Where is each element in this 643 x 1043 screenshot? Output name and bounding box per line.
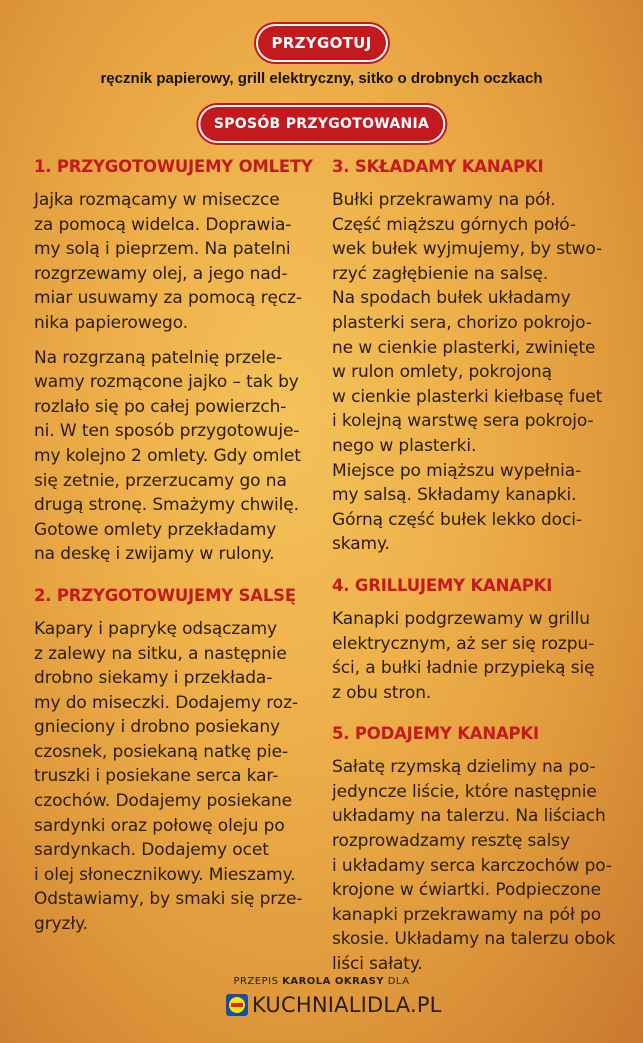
text-line: za pomocą widelca. Doprawia- — [34, 214, 292, 235]
text-line: Górną część bułek lekko doci- — [332, 509, 582, 530]
text-line: czosnek, posiekaną natkę pie- — [34, 741, 288, 762]
text-line: nego w plasterki. — [332, 435, 477, 456]
right-column — [332, 152, 622, 991]
text-line: skosie. Układamy na talerzu obok — [332, 929, 616, 950]
text-line: z obu stron. — [332, 682, 432, 703]
text-line: Na spodach bułek układamy — [332, 288, 571, 309]
step-paragraph — [332, 188, 622, 557]
text-line: my kolejno 2 omlety. Gdy omlet — [34, 445, 301, 466]
text-line: ne w cienkie plasterki, zwinięte — [332, 337, 596, 358]
text-line: drugą stronę. Smażymy chwilę. — [34, 495, 299, 516]
step-title: 4. GRILLUJEMY KANAPKI — [332, 575, 553, 595]
text-line: w rulon omlety, pokrojoną — [332, 362, 552, 383]
text-line: truszki i posiekane serca kar- — [34, 766, 279, 787]
text-line: liści sałaty. — [332, 954, 423, 975]
text-line: rozgrzewamy olej, a jego nad- — [34, 263, 288, 284]
text-line: Kanapki podgrzewamy w grillu — [332, 608, 590, 629]
step-title: 3. SKŁADAMY KANAPKI — [332, 157, 544, 176]
left-column — [34, 152, 324, 951]
step-title: 1. PRZYGOTOWUJEMY OMLETY — [34, 157, 313, 176]
step-section — [332, 719, 622, 976]
text-line: nika papierowego. — [34, 312, 189, 333]
text-line: Odstawiamy, by smaki się prze- — [34, 889, 303, 910]
text-line: się zetnie, przerzucamy go na — [34, 470, 287, 491]
step-section — [332, 571, 622, 705]
credit-suffix: DLA — [387, 976, 410, 987]
text-line: Bułki przekrawamy na pół. — [332, 190, 556, 210]
text-line: skamy. — [332, 534, 390, 555]
text-line: kanapki przekrawamy na pół po — [332, 904, 601, 925]
text-line: Część miąższu górnych połó- — [332, 214, 576, 235]
text-line: i kolejną warstwę sera pokrojo- — [332, 411, 594, 432]
step-section — [34, 152, 324, 567]
step-title: 5. PODAJEMY KANAPKI — [332, 724, 539, 744]
text-line: my salsą. Składamy kanapki. — [332, 485, 577, 506]
site-url[interactable]: KUCHNIALIDLA.PL — [252, 993, 442, 1017]
method-badge: SPOSÓB PRZYGOTOWANIA — [198, 105, 445, 143]
text-line: elektrycznym, aż ser się rozpu- — [332, 633, 595, 654]
text-line: sardynki oraz połowę oleju po — [34, 815, 285, 836]
text-line: z zalewy na sitku, a następnie — [34, 643, 287, 664]
text-line: Na rozgrzaną patelnię przele- — [34, 347, 283, 368]
step-paragraph — [332, 607, 622, 705]
step-section — [332, 152, 622, 557]
credit-author: KAROLA OKRASY — [282, 976, 385, 987]
text-line: układamy na talerzu. Na liściach — [332, 806, 606, 827]
text-line: rzyć zagłębienie na salsę. — [332, 263, 549, 284]
text-line: my solą i pieprzem. Na patelni — [34, 239, 291, 260]
step-paragraph — [34, 346, 324, 567]
text-line: i olej słonecznikowy. Mieszamy. — [34, 864, 296, 885]
text-line: Jajka rozmącamy w miseczce — [34, 190, 280, 210]
text-line: krojone w ćwiartki. Podpieczone — [332, 880, 601, 901]
text-line: rozlało się po całej powierzch- — [34, 396, 287, 417]
lidl-logo-icon — [226, 994, 248, 1016]
recipe-credit — [0, 976, 643, 987]
tools-list: ręcznik papierowy, grill elektryczny, sitko o drobnych oczkach — [100, 70, 543, 87]
text-line: na deskę i zwijamy w rulony. — [34, 544, 275, 565]
text-line: jedyncze liście, które następnie — [332, 781, 597, 802]
text-line: Kapary i paprykę odsączamy — [34, 618, 277, 639]
text-line: my do miseczki. Dodajemy roz- — [34, 692, 298, 713]
text-line: Gotowe omlety przekładamy — [34, 519, 277, 540]
step-section — [34, 581, 324, 937]
step-title: 2. PRZYGOTOWUJEMY SALSĘ — [34, 585, 296, 605]
text-line: w cienkie plasterki kiełbasę fuet — [332, 386, 603, 407]
text-line: czochów. Dodajemy posiekane — [34, 791, 292, 812]
prepare-badge: PRZYGOTUJ — [255, 24, 387, 62]
text-line: i układamy serca karczochów po- — [332, 855, 612, 876]
step-paragraph — [34, 617, 324, 937]
text-line: drobno siekamy i przekłada- — [34, 668, 273, 689]
text-line: wamy rozmącone jajko – tak by — [34, 372, 299, 393]
site-link[interactable] — [226, 990, 442, 1020]
text-line: wek bułek wyjmujemy, by stwo- — [332, 239, 602, 260]
step-paragraph — [34, 188, 324, 336]
text-line: plasterki sera, chorizo pokrojo- — [332, 312, 592, 333]
credit-prefix: PRZEPIS — [233, 976, 279, 987]
text-line: gnieciony i drobno posiekany — [34, 717, 280, 738]
text-line: gryzły. — [34, 914, 88, 935]
text-line: Sałatę rzymską dzielimy na po- — [332, 757, 596, 778]
step-paragraph — [332, 755, 622, 976]
text-line: sardynkach. Dodajemy ocet — [34, 840, 269, 861]
text-line: rozprowadzamy resztę salsy — [332, 831, 570, 852]
text-line: ni. W ten sposób przygotowuje- — [34, 421, 300, 442]
text-line: Miejsce po miąższu wypełnia- — [332, 460, 582, 481]
text-line: ści, a bułki ładnie przypieką się — [332, 658, 595, 679]
text-line: miar usuwamy za pomocą ręcz- — [34, 288, 302, 309]
